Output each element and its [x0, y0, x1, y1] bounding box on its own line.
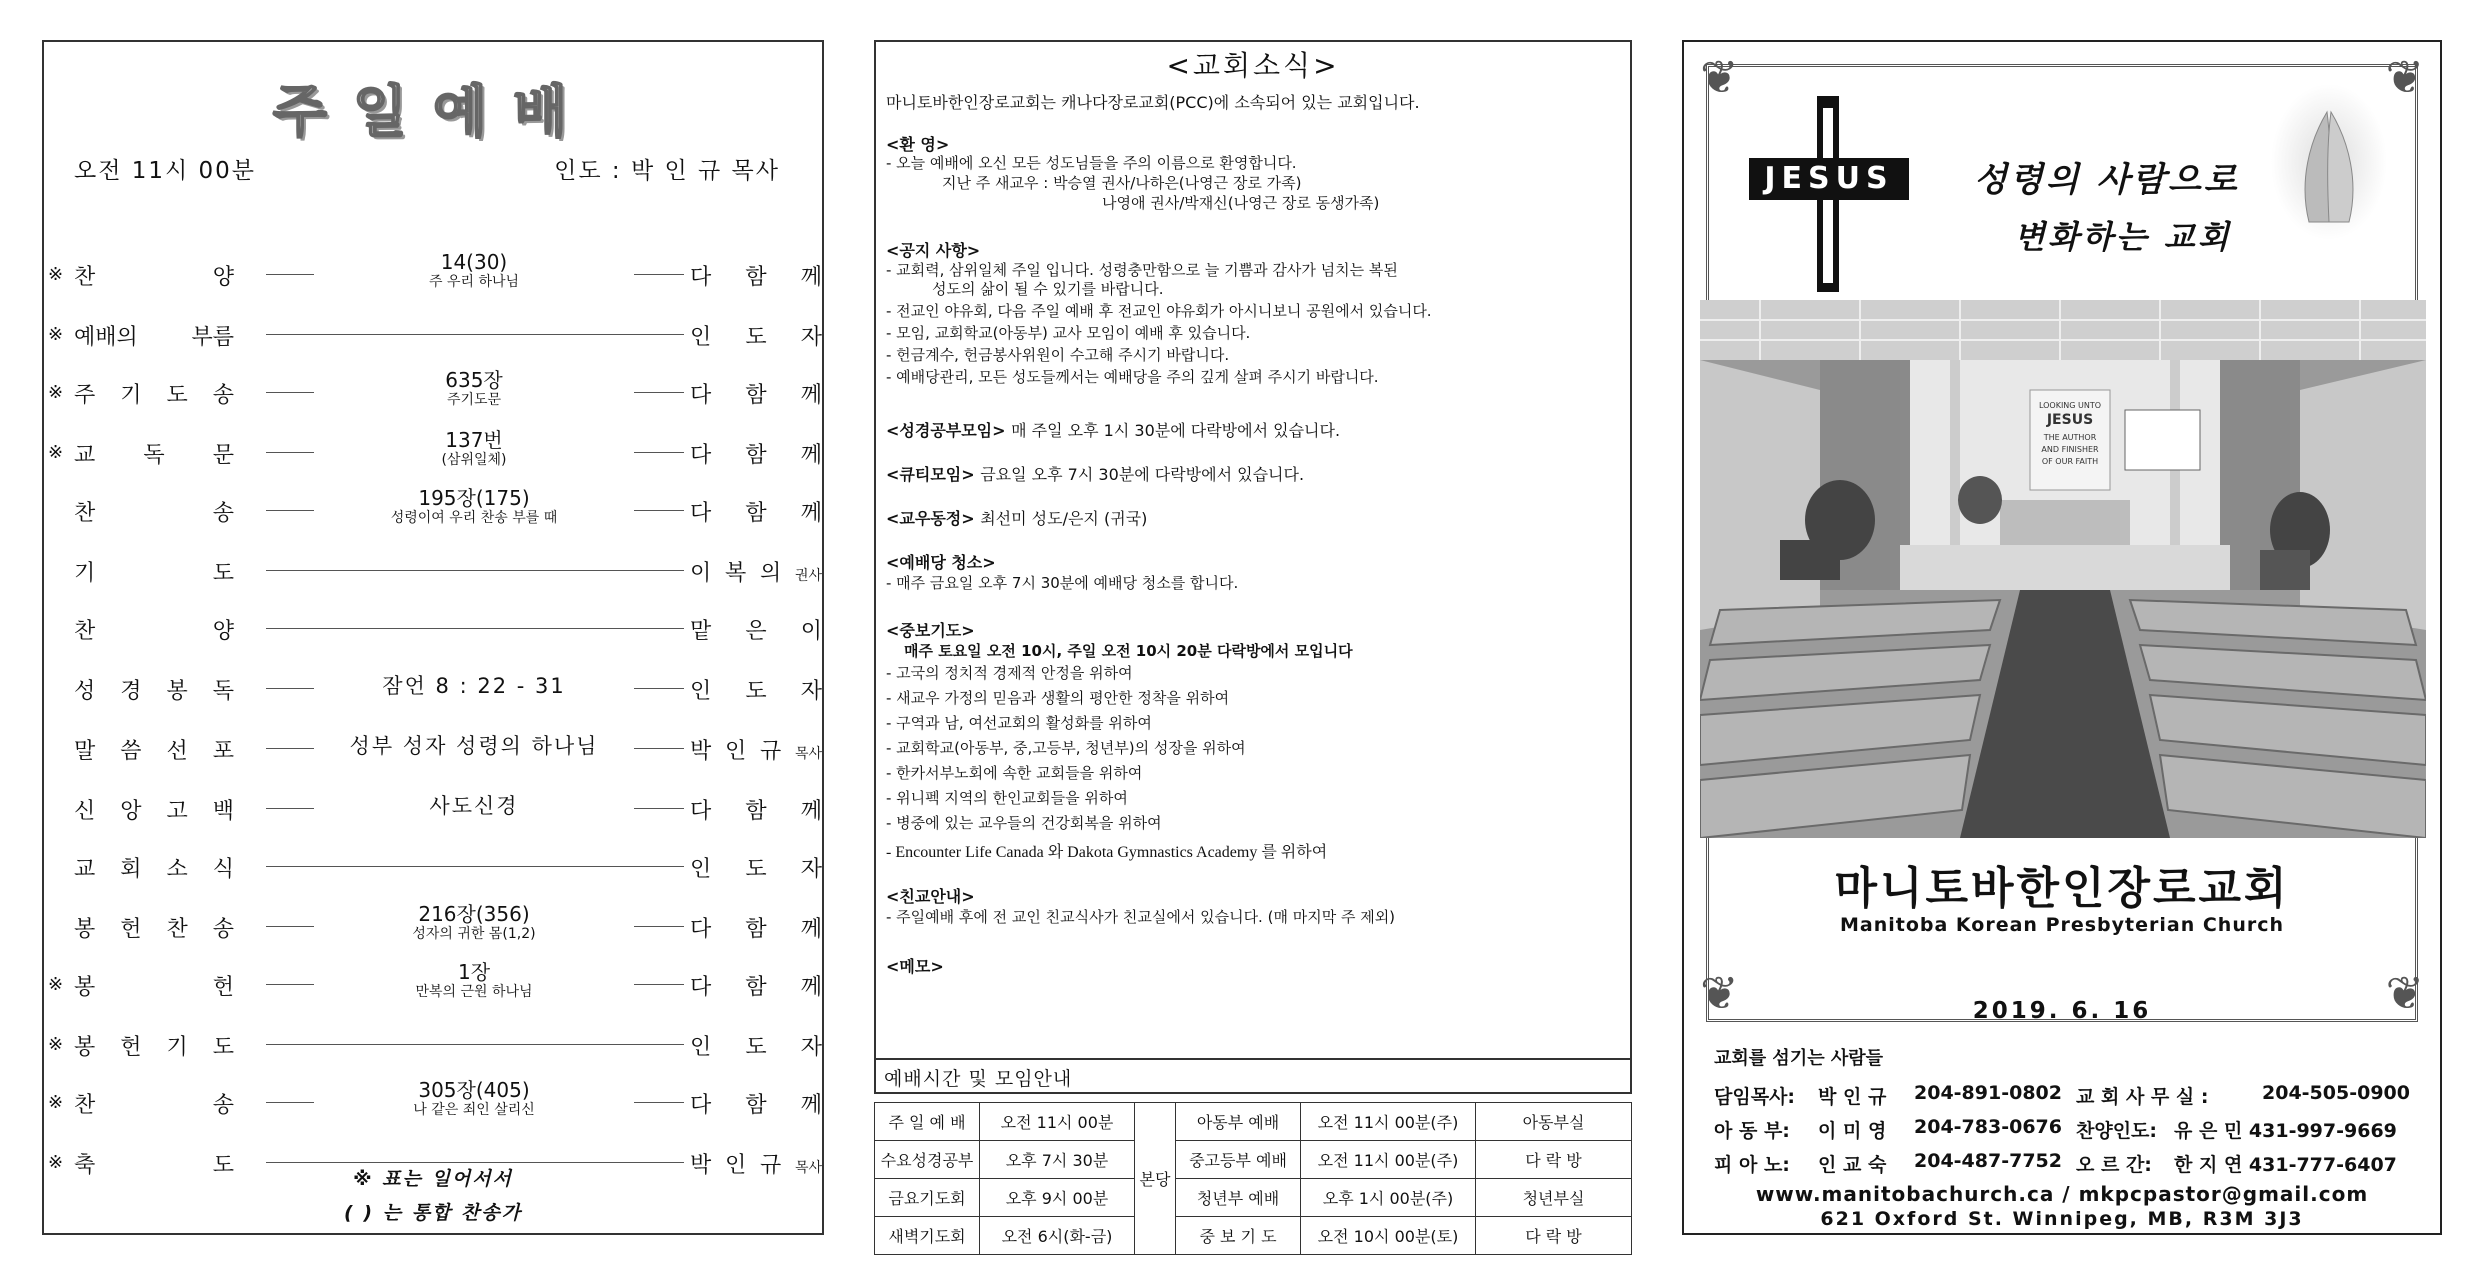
order-row	[44, 842, 826, 898]
order-row	[44, 428, 826, 484]
praying-hands-icon	[2269, 82, 2389, 242]
fellowship-line: - 주일예배 후에 전 교인 친교식사가 친교실에서 있습니다. (매 마지막 주 제외)	[886, 908, 1396, 926]
table-cell: 오후 7시 30분	[980, 1141, 1135, 1179]
standing-mark: ※	[48, 974, 64, 995]
place-cell: 본당	[1135, 1103, 1176, 1255]
notice-item: - 교회력, 삼위일체 주일 입니다. 성령충만함으로 늘 기쁨과 감사가 넘치는 복된	[886, 261, 1398, 279]
order-item-detail: 1장 만복의 근원 하나님	[314, 960, 634, 1001]
order-item-performer: 박 인 규 목사	[690, 1153, 822, 1178]
order-item-performer: 다 함 께	[690, 501, 822, 526]
notice-item: - 헌금계수, 헌금봉사위원이 수고해 주시기 바랍니다.	[886, 346, 1230, 364]
corner-ornament-icon: ❦	[1700, 50, 1739, 104]
dotted-leader-line	[266, 570, 684, 571]
schedule-title: 예배시간 및 모임안내	[884, 1068, 1073, 1090]
website-email[interactable]: www.manitobachurch.ca / mkpcpastor@gmail.com	[1755, 1182, 2369, 1206]
slogan-line-2: 변화하는 교회	[2014, 218, 2232, 256]
standing-mark: ※	[48, 382, 64, 403]
prayer-schedule: 매주 토요일 오전 10시, 주일 오전 10시 20분 다락방에서 모입니다	[904, 642, 1353, 660]
corner-ornament-icon: ❦	[2385, 50, 2424, 104]
news-intro: 마니토바한인장로교회는 캐나다장로교회(PCC)에 소속되어 있는 교회입니다.	[886, 93, 1420, 112]
table-cell: 아동부 예배	[1176, 1103, 1301, 1141]
church-name-korean: 마니토바한인장로교회	[1834, 863, 2290, 914]
prayer-item: - 한카서부노회에 속한 교회들을 위하여	[886, 764, 1143, 782]
order-row	[44, 1020, 826, 1076]
table-cell: 청년부 예배	[1176, 1179, 1301, 1217]
table-cell: 수요성경공부	[875, 1141, 980, 1179]
order-item-name: 봉 헌	[74, 975, 234, 1000]
dotted-leader-line	[266, 866, 684, 867]
fellowship-heading: <친교안내>	[886, 887, 975, 906]
order-item-name: 봉 헌 기 도	[74, 1035, 234, 1060]
church-address: 621 Oxford St. Winnipeg, MB, R3M 3J3	[1820, 1208, 2304, 1230]
order-item-performer: 이 복 의 권사	[690, 561, 822, 586]
standing-mark: ※	[48, 324, 64, 345]
welcome-line: - 오늘 예배에 오신 모든 성도님들을 주의 이름으로 환영합니다.	[886, 154, 1297, 172]
table-cell: 오후 1시 00분(주)	[1301, 1179, 1476, 1217]
order-item-performer: 다 함 께	[690, 443, 822, 468]
table-cell: 주 일 예 배	[875, 1103, 980, 1141]
table-row	[875, 1103, 1632, 1141]
order-item-name: 신 앙 고 백	[74, 799, 234, 824]
notice-item-cont: 성도의 삶이 될 수 있기를 바랍니다.	[932, 280, 1164, 298]
table-cell: 오전 6시(화-금)	[980, 1217, 1135, 1255]
prayer-heading: <중보기도>	[886, 621, 975, 640]
notice-heading: <공지 사항>	[886, 241, 981, 260]
order-item-detail: 성부 성자 성령의 하나님	[314, 734, 634, 759]
dotted-leader-line	[266, 1044, 684, 1045]
order-item-performer: 다 함 께	[690, 917, 822, 942]
order-item-name: 성 경 봉 독	[74, 679, 234, 704]
table-row	[875, 1141, 1632, 1179]
standing-mark: ※	[48, 1034, 64, 1055]
table-cell: 다 락 방	[1476, 1217, 1632, 1255]
prayer-item: - 병중에 있는 교우들의 건강회복을 위하여	[886, 814, 1162, 832]
standing-mark: ※	[48, 264, 64, 285]
table-cell: 아동부실	[1476, 1103, 1632, 1141]
order-item-name: 기 도	[74, 561, 234, 586]
order-item-detail: 216장(356) 성자의 귀한 몸(1,2)	[314, 902, 634, 943]
order-item-performer: 인 도 자	[690, 679, 822, 704]
church-news-panel	[874, 40, 1632, 1090]
table-cell: 중 보 기 도	[1176, 1217, 1301, 1255]
order-row	[44, 604, 826, 660]
order-row	[44, 664, 826, 720]
order-item-performer: 다 함 께	[690, 799, 822, 824]
order-row	[44, 486, 826, 542]
dotted-leader-line	[266, 1162, 684, 1163]
order-row	[44, 250, 826, 306]
dotted-leader-line	[266, 334, 684, 335]
order-item-detail: 195장(175) 성령이여 우리 찬송 부를 때	[314, 486, 634, 527]
slogan-line-1: 성령의 사람으로	[1974, 160, 2240, 200]
table-cell: 금요기도회	[875, 1179, 980, 1217]
order-item-detail: 잠언 8 : 22 - 31	[314, 674, 634, 699]
order-row	[44, 960, 826, 1016]
order-item-detail: 사도신경	[314, 794, 634, 819]
table-cell: 중고등부 예배	[1176, 1141, 1301, 1179]
wall-sign-line: AND FINISHER	[2041, 445, 2099, 454]
welcome-heading: <환 영>	[886, 135, 950, 154]
order-row	[44, 310, 826, 366]
standing-mark: ※	[48, 442, 64, 463]
notice-item: - 예배당관리, 모든 성도들께서는 예배당을 주의 깊게 살펴 주시기 바랍니다.	[886, 368, 1379, 386]
dotted-leader-line	[266, 628, 684, 629]
order-item-detail: 635장 주기도문	[314, 368, 634, 409]
order-row	[44, 368, 826, 424]
cover-panel: ❦ ❦ ❦ ❦ JESUS 성령의 사람으로 변화하는 교회 LOOKING UNTO JESUS THE AUTHOR AND FINISHER OF OUR FAITH 마니토바한인장로교회 Manitoba Korean Presbyterian Church 2019. 6. 16 교회를 섬기는 사람들 담임목사: 박 인 규 204-891-0802 교 회 사 무 실 : 204-505-0900 아 동 부: 이 미 영 204-783-0676 찬양인도: 유 은 민 431-997-9669 피 아 노: 인 교 숙 204-487-7752 오 르 간: 한 지 연 431-777-6407 www.manitobachurch.ca / mkpcpastor@gmail.com 621 Oxford St. Winnipeg, MB, R3M 3J3	[1682, 40, 2442, 1235]
prayer-item: - 고국의 정치적 경제적 안정을 위하여	[886, 664, 1133, 682]
staff-title: 교회를 섬기는 사람들	[1714, 1048, 1884, 1069]
order-item-detail: 305장(405) 나 같은 죄인 살리신	[314, 1078, 634, 1119]
order-item-name: 봉 헌 찬 송	[74, 917, 234, 942]
bulletin-date: 2019. 6. 16	[1972, 998, 2152, 1024]
table-cell: 청년부실	[1476, 1179, 1632, 1217]
corner-ornament-icon: ❦	[1700, 966, 1739, 1020]
prayer-item: - 위니펙 지역의 한인교회들을 위하여	[886, 789, 1128, 807]
hymnal-note: ( ) 는 통합 찬송가	[344, 1202, 522, 1224]
table-cell: 오후 9시 00분	[980, 1179, 1135, 1217]
notice-item: - 전교인 야유회, 다음 주일 예배 후 전교인 야유회가 아시니보니 공원에서 있습니다.	[886, 302, 1432, 320]
order-item-name: 찬 양	[74, 619, 234, 644]
order-item-name: 말 씀 선 포	[74, 739, 234, 764]
order-item-performer: 인 도 자	[690, 325, 822, 350]
order-item-name: 축 도	[74, 1153, 234, 1178]
order-item-name: 예배의 부름	[74, 325, 234, 350]
order-item-performer: 인 도 자	[690, 857, 822, 882]
corner-ornament-icon: ❦	[2385, 966, 2424, 1020]
standing-mark: ※	[48, 1152, 64, 1173]
order-row	[44, 902, 826, 958]
wall-sign-line: LOOKING UNTO	[2038, 401, 2102, 410]
prayer-item: - 새교우 가정의 믿음과 생활의 평안한 정착을 위하여	[886, 689, 1230, 707]
order-item-performer: 인 도 자	[690, 1035, 822, 1060]
bible-study: <성경공부모임> 매 주일 오후 1시 30분에 다락방에서 있습니다.	[886, 421, 1341, 440]
order-item-performer: 다 함 께	[690, 1093, 822, 1118]
order-row	[44, 724, 826, 780]
order-item-performer: 맡 은 이	[690, 619, 822, 644]
order-row	[44, 546, 826, 602]
church-name-english: Manitoba Korean Presbyterian Church	[1839, 914, 2285, 936]
table-cell: 오전 11시 00분	[980, 1103, 1135, 1141]
order-item-name: 교 독 문	[74, 443, 234, 468]
news-title: <교회소식>	[1166, 49, 1340, 82]
order-item-detail: 14(30) 주 우리 하나님	[314, 250, 634, 291]
table-cell: 다 락 방	[1476, 1141, 1632, 1179]
order-item-name: 주 기 도 송	[74, 383, 234, 408]
order-item-performer: 다 함 께	[690, 975, 822, 1000]
wall-sign-line: JESUS	[2046, 412, 2094, 428]
table-row	[875, 1217, 1632, 1255]
wall-sign-line: OF OUR FAITH	[2041, 457, 2099, 466]
prayer-item: - 교회학교(아동부, 중,고등부, 청년부)의 성장을 위하여	[886, 739, 1246, 757]
worship-leader: 인도 : 박 인 규 목사	[554, 158, 780, 184]
cleaning-line: - 매주 금요일 오후 7시 30분에 예배당 청소를 합니다.	[886, 574, 1239, 592]
table-cell: 오전 11시 00분(주)	[1301, 1141, 1476, 1179]
order-row	[44, 1078, 826, 1134]
worship-time: 오전 11시 00분	[74, 158, 257, 184]
order-item-performer: 다 함 께	[690, 265, 822, 290]
order-row	[44, 784, 826, 840]
cleaning-heading: <예배당 청소>	[886, 553, 996, 572]
logo-text: JESUS	[1764, 161, 1894, 196]
notice-item: - 모임, 교회학교(아동부) 교사 모임이 예배 후 있습니다.	[886, 324, 1251, 342]
wall-sign-line: THE AUTHOR	[2043, 433, 2097, 442]
schedule-table	[874, 1102, 1632, 1255]
order-item-name: 교 회 소 식	[74, 857, 234, 882]
order-item-name: 찬 송	[74, 501, 234, 526]
jesus-cross-logo	[1739, 88, 1919, 298]
prayer-item: - 구역과 남, 여선교회의 활성화를 위하여	[886, 714, 1152, 732]
schedule-title-box	[874, 1058, 1632, 1094]
order-item-performer: 박 인 규 목사	[690, 739, 822, 764]
prayer-item: - Encounter Life Canada 와 Dakota Gymnastics Academy 를 위하여	[886, 844, 1328, 861]
member-news: <교우동정> 최선미 성도/은지 (귀국)	[886, 509, 1148, 528]
new-members-line: 지난 주 새교우 : 박승열 권사/나하은(나영근 장로 가족)	[942, 174, 1302, 192]
order-item-name: 찬 송	[74, 1093, 234, 1118]
standing-note: ※ 표는 일어서서	[353, 1168, 513, 1190]
table-cell: 새벽기도회	[875, 1217, 980, 1255]
memo-heading: <메모>	[886, 957, 944, 976]
qt-meeting: <큐티모임> 금요일 오후 7시 30분에 다락방에서 있습니다.	[886, 465, 1305, 484]
standing-mark: ※	[48, 1092, 64, 1113]
order-item-name: 찬 양	[74, 265, 234, 290]
table-cell: 오전 11시 00분(주)	[1301, 1103, 1476, 1141]
table-cell: 오전 10시 00분(토)	[1301, 1217, 1476, 1255]
worship-order-panel	[42, 40, 824, 1235]
order-item-performer: 다 함 께	[690, 383, 822, 408]
table-row	[875, 1179, 1632, 1217]
worship-title: 주일예배	[272, 80, 594, 145]
new-members-line-2: 나영애 권사/박재신(나영근 장로 동생가족)	[1102, 194, 1380, 212]
order-item-detail: 137번 (삼위일체)	[314, 428, 634, 469]
sanctuary-photo	[1700, 300, 2426, 838]
